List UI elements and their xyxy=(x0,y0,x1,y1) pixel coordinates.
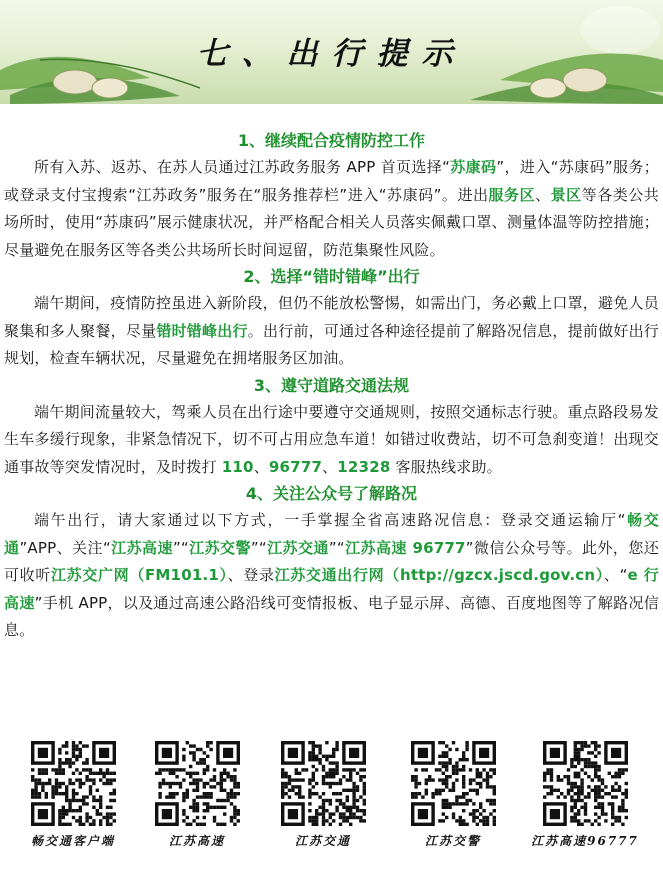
section-2-title-highlight: 错时错峰 xyxy=(313,267,378,286)
section-3-paragraph xyxy=(4,399,659,482)
page-title: 七、出行提示 xyxy=(196,36,467,72)
body-text: ”“ xyxy=(172,538,189,557)
body-text: ”，进入“苏康码”服务；或登录支付宝搜索“江苏政务”服务在“服务推荐栏”进入“苏康码”。进出 xyxy=(4,158,659,204)
body-text: 所有入苏、返苏、在苏人员通过江苏政务服务 APP 首页选择“ xyxy=(34,158,451,176)
body-text: 端午期间，疫情防控虽进入新阶段，但仍不能放松警惕，如需出门，务必戴上口罩，避免人员聚集和多人聚餐，尽量 xyxy=(4,294,659,340)
body-text: ”“ xyxy=(328,538,345,557)
highlight-text: 错时错峰出行 xyxy=(156,321,248,340)
highlight-text: 江苏交广网（FM101.1） xyxy=(51,566,228,584)
qr-code-card xyxy=(268,740,378,849)
qr-caption: 江苏交通 xyxy=(294,834,351,848)
highlight-text: 江苏交通出行网（http://gzcx.jscd.gov.cn） xyxy=(274,566,604,584)
qr-caption: 江苏交警 xyxy=(424,834,481,848)
body-text: 。出行前，可通过各种途径提前了解路况信息，提前做好出行规划，检查车辆状况，尽量避免在拥堵服务区加油。 xyxy=(4,321,660,367)
body-text: 、登录 xyxy=(227,566,275,584)
section-2-title-pre: 2、选择“ xyxy=(243,267,314,286)
highlight-text: 110 xyxy=(221,457,254,476)
qr-code-icon xyxy=(273,740,373,828)
body-text: 、“ xyxy=(603,566,628,584)
section-4-paragraph xyxy=(4,507,659,645)
highlight-text: 服务区 xyxy=(488,185,536,204)
qr-caption: 江苏高速96777 xyxy=(531,834,639,848)
highlight-text: 畅交通 xyxy=(4,511,659,557)
header-banner xyxy=(0,0,663,104)
qr-code-row xyxy=(0,740,663,869)
body-text: 客服热线求助。 xyxy=(390,457,502,476)
section-1-title: 1、继续配合疫情防控工作 xyxy=(237,131,426,150)
body-text: 、 xyxy=(535,185,551,204)
section-4-title: 4、关注公众号了解路况 xyxy=(245,484,418,503)
body-text: 、 xyxy=(253,457,269,476)
qr-code-card xyxy=(530,740,640,849)
section-1-paragraph xyxy=(4,154,659,264)
highlight-text: 江苏高速 96777 xyxy=(344,538,466,557)
qr-code-card xyxy=(398,740,508,849)
qr-code-icon xyxy=(535,740,635,828)
qr-code-card xyxy=(142,740,252,849)
body-text: ”APP、关注“ xyxy=(19,538,111,557)
body-text: 、 xyxy=(322,457,338,476)
highlight-text: 江苏高速 xyxy=(110,538,173,557)
qr-code-icon xyxy=(23,740,123,828)
main-content xyxy=(4,118,659,645)
highlight-text: 苏康码 xyxy=(450,158,497,176)
qr-code-icon xyxy=(403,740,503,828)
body-text: 端午出行，请大家通过以下方式，一手掌握全省高速路况信息：登录交通运输厅“ xyxy=(34,511,626,529)
qr-caption: 畅交通客户端 xyxy=(30,834,115,848)
qr-code-icon xyxy=(147,740,247,828)
section-3-title: 3、遵守道路交通法规 xyxy=(253,375,410,395)
highlight-text: 江苏交通 xyxy=(266,538,329,557)
highlight-text: 江苏交警 xyxy=(188,538,251,557)
qr-caption: 江苏高速 xyxy=(168,834,225,848)
body-text: ”手机 APP，以及通过高速公路沿线可变情报板、电子显示屏、高德、百度地图等了解路况信息。 xyxy=(4,593,660,639)
highlight-text: 景区 xyxy=(550,185,582,204)
body-text: ”“ xyxy=(250,538,267,557)
section-2-title-post: ”出行 xyxy=(377,267,420,286)
section-2-paragraph xyxy=(4,290,659,373)
highlight-text: 96777 xyxy=(268,457,323,476)
body-text: ”微信公众号等。此外，您还可收听 xyxy=(4,538,659,584)
qr-code-card xyxy=(18,740,128,849)
section-2-title xyxy=(4,264,659,290)
body-text: 等各类公共场所时，使用“苏康码”展示健康状况，并严格配合相关人员落实佩戴口罩、测量体温等防控措施；尽量避免在服务区等各类公共场所长时间逗留，防范集聚性风险。 xyxy=(4,185,659,259)
body-text: 端午期间流量较大，驾乘人员在出行途中要遵守交通规则，按照交通标志行驶。重点路段易发生车多缓行现象，非紧急情况下，切不可占用应急车道！如错过收费站，切不可急刹变道！出现交通事故等突发情况时，及时拨打 xyxy=(4,402,659,476)
highlight-text: 12328 xyxy=(337,457,391,476)
highlight-text: e 行高速 xyxy=(4,566,660,612)
